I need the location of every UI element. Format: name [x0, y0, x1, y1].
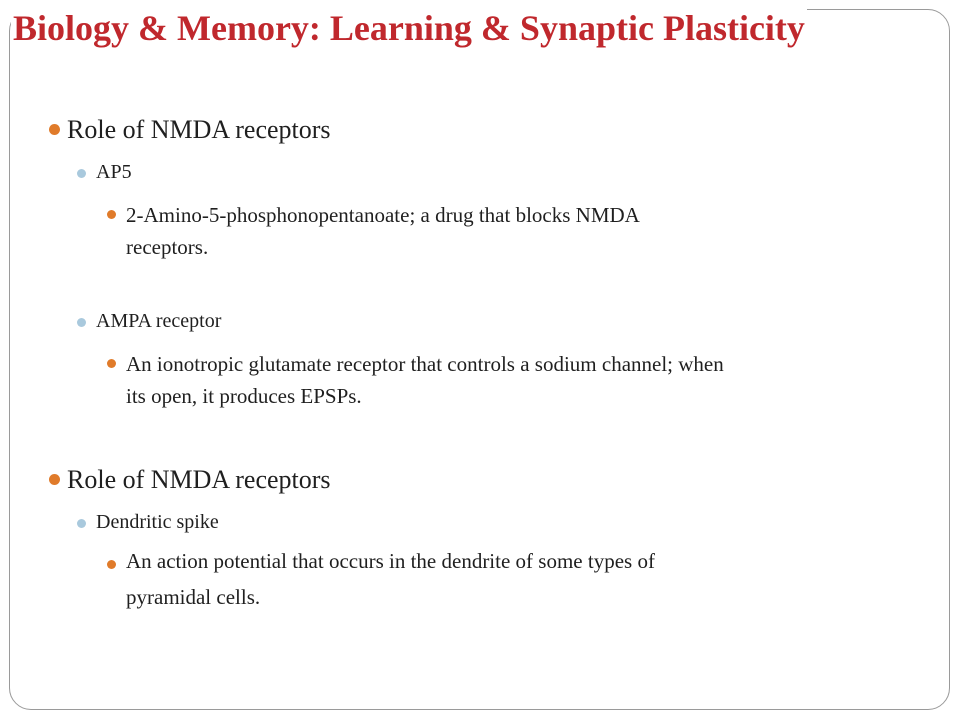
definition-line: its open, it produces EPSPs. [126, 384, 362, 408]
definition-line: pyramidal cells. [126, 585, 261, 609]
section-heading: Role of NMDA receptors [67, 465, 331, 494]
term-label: AP5 [96, 161, 132, 183]
slide-title: Biology & Memory: Learning & Synaptic Plasticity [11, 2, 807, 54]
section-heading: Role of NMDA receptors [67, 115, 331, 144]
definition-line: An ionotropic glutamate receptor that controls a sodium channel; when [126, 352, 724, 376]
bullet-level3-icon [107, 560, 116, 569]
bullet-level3-icon [107, 210, 116, 219]
definition-line: receptors. [126, 235, 209, 259]
bullet-level2-icon [77, 318, 86, 327]
bullet-level2-icon [77, 519, 86, 528]
term-label: AMPA receptor [96, 310, 222, 332]
definition-line: An action potential that occurs in the dendrite of some types of [126, 549, 655, 573]
bullet-level3-icon [107, 359, 116, 368]
bullet-level1-icon [49, 124, 60, 135]
definition-line: 2-Amino-5-phosphonopentanoate; a drug that blocks NMDA [126, 203, 640, 227]
bullet-level2-icon [77, 169, 86, 178]
bullet-level1-icon [49, 474, 60, 485]
term-label: Dendritic spike [96, 511, 219, 533]
